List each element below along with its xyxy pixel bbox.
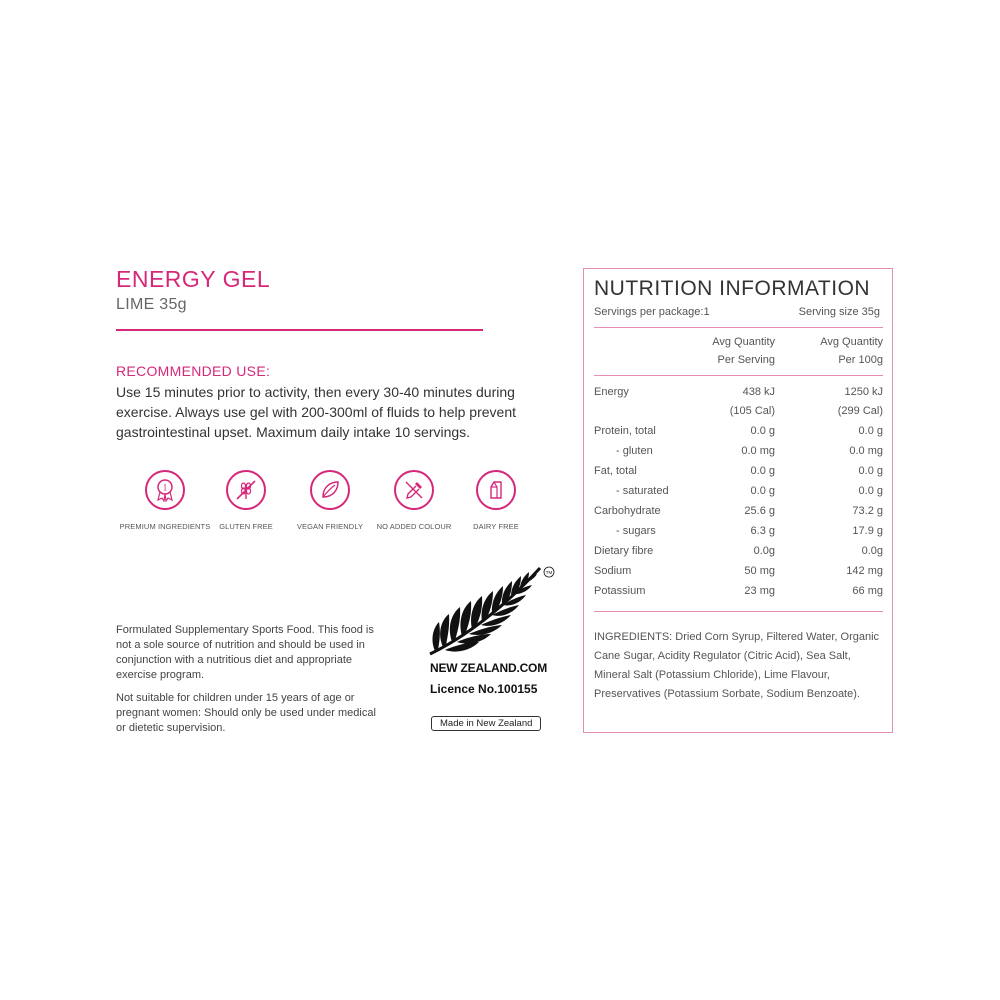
table-footer-divider [594, 611, 883, 612]
row-label: Energy [594, 386, 629, 398]
badge-label: NO ADDED COLOUR [376, 522, 452, 531]
servings-per-package: Servings per package:1 [594, 306, 710, 318]
badge-dairy-free [446, 470, 546, 531]
fern-icon [425, 562, 560, 660]
row-label: - saturated [616, 485, 669, 497]
badge-label: VEGAN FRIENDLY [296, 522, 364, 531]
title-divider [116, 329, 483, 331]
new-zealand-domain: NEW ZEALAND.COM [430, 661, 547, 675]
row-label: - sugars [616, 525, 656, 537]
row-per-serving: 0.0 g [750, 425, 775, 437]
header-divider [594, 327, 883, 328]
row-label: Potassium [594, 585, 646, 597]
product-title: ENERGY GEL [116, 266, 271, 292]
disclaimer-paragraph-2: Not suitable for children under 15 years of age or pregnant women: Should only be used under medical or dietetic supervision. [116, 692, 376, 734]
row-per-100g: 1250 kJ [844, 386, 883, 398]
disclaimer [116, 623, 388, 744]
disclaimer-paragraph-1: Formulated Supplementary Sports Food. This food is not a sole source of nutrition and should be used in conjunction with a nutritious diet and appropriate exercise program. [116, 624, 374, 681]
dropper-crossed-icon [394, 470, 434, 510]
row-per-serving: 23 mg [744, 585, 775, 597]
badge-label: GLUTEN FREE [219, 522, 273, 531]
row-per-100g: 142 mg [846, 565, 883, 577]
row-per-serving: (105 Cal) [729, 405, 775, 417]
row-label: Carbohydrate [594, 505, 661, 517]
wheat-crossed-icon [226, 470, 266, 510]
row-per-serving: 6.3 g [750, 525, 775, 537]
recommended-use-text: Use 15 minutes prior to activity, then every 30-40 minutes during exercise. Always use gel with 200-300ml of fluids to help prevent gastrointestinal upset. Maximum daily intake 10 servings. [116, 384, 516, 440]
row-per-100g: 0.0g [861, 545, 883, 557]
row-per-100g: (299 Cal) [837, 405, 883, 417]
row-per-100g: 66 mg [852, 585, 883, 597]
row-label: Protein, total [594, 425, 656, 437]
made-in-new-zealand-badge: Made in New Zealand [431, 716, 541, 731]
col2-header-line2: Per 100g [838, 354, 883, 366]
award-ribbon-icon [145, 470, 185, 510]
new-zealand-fern-logo [425, 562, 560, 665]
row-per-serving: 25.6 g [744, 505, 775, 517]
row-per-100g: 0.0 mg [849, 445, 883, 457]
row-per-serving: 0.0 g [750, 465, 775, 477]
row-per-serving: 438 kJ [742, 386, 775, 398]
milk-carton-crossed-icon [476, 470, 516, 510]
recommended-use-heading: RECOMMENDED USE: [116, 363, 271, 379]
trademark-mark: TM [545, 570, 553, 575]
row-per-100g: 0.0 g [858, 425, 883, 437]
ingredients-text: INGREDIENTS: Dried Corn Syrup, Filtered Water, Organic Cane Sugar, Acidity Regulator (Citric Acid), Sea Salt, Mineral Salt (Potassium Chloride), Lime Flavour, Preservatives (Potassium Sorbate, Sodium Benzoate). [594, 631, 880, 700]
row-per-100g: 0.0 g [858, 465, 883, 477]
badge-label: DAIRY FREE [473, 522, 519, 531]
serving-size: Serving size 35g [798, 306, 880, 318]
row-per-100g: 17.9 g [852, 525, 883, 537]
nutrition-title: NUTRITION INFORMATION [594, 277, 871, 300]
row-per-serving: 0.0 g [750, 485, 775, 497]
col1-header-line1: Avg Quantity [712, 336, 775, 348]
row-per-serving: 0.0g [753, 545, 775, 557]
col1-header-line2: Per Serving [717, 354, 775, 366]
licence-number: Licence No.100155 [430, 682, 538, 696]
row-label: Fat, total [594, 465, 637, 477]
badge-label: PREMIUM INGREDIENTS [119, 522, 211, 531]
row-per-serving: 50 mg [744, 565, 775, 577]
row-per-100g: 0.0 g [858, 485, 883, 497]
col2-header-line1: Avg Quantity [820, 336, 883, 348]
row-label: Sodium [594, 565, 632, 577]
product-subtitle: LIME 35g [116, 296, 187, 313]
row-per-100g: 73.2 g [852, 505, 883, 517]
row-per-serving: 0.0 mg [741, 445, 775, 457]
row-label: Dietary fibre [594, 545, 654, 557]
svg-text:1: 1 [162, 482, 168, 493]
leaf-icon [310, 470, 350, 510]
table-header-divider [594, 375, 883, 376]
row-label: - gluten [616, 445, 653, 457]
